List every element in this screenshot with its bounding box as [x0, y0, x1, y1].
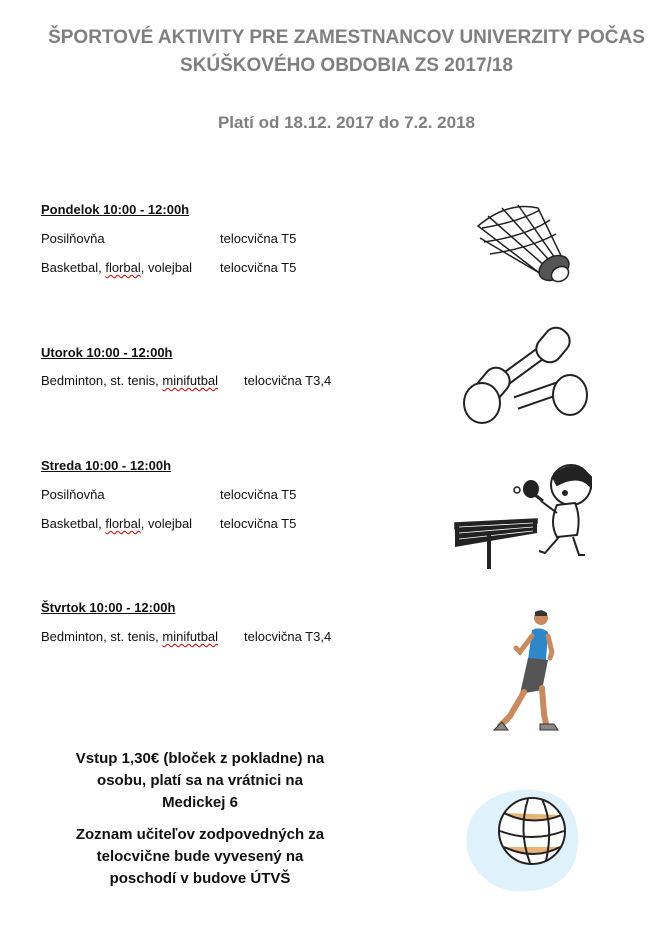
validity-period: Platí od 18.12. 2017 do 7.2. 2018 — [217, 113, 476, 132]
volleyball-icon — [458, 785, 580, 895]
runner-icon — [492, 608, 566, 744]
table-tennis-player-icon — [453, 463, 593, 573]
page-title-line2: SKÚŠKOVÉHO OBDOBIA ZS 2017/18 — [180, 55, 513, 76]
dumbbells-icon — [460, 323, 590, 426]
day-heading-monday: Pondelok 10:00 - 12:00h — [41, 202, 190, 217]
place-wednesday-1: telocvična T5 — [220, 487, 297, 502]
place-tuesday-1: telocvična T3,4 — [244, 373, 332, 388]
place-monday-1: telocvična T5 — [220, 231, 297, 246]
entry-fee-note: Vstup 1,30€ (bloček z pokladne) na osobu, platí sa na vrátnici na Medickej 6 — [75, 750, 325, 811]
place-wednesday-2: telocvična T5 — [220, 516, 297, 531]
day-heading-tuesday: Utorok 10:00 - 12:00h — [41, 345, 173, 360]
activity-tuesday-1: Bedminton, st. tenis, minifutbal — [41, 373, 219, 388]
day-heading-wednesday: Streda 10:00 - 12:00h — [41, 458, 172, 473]
page-title-line1: ŠPORTOVÉ AKTIVITY PRE ZAMESTNANCOV UNIVERZITY POČAS — [48, 27, 645, 48]
activity-thursday-1: Bedminton, st. tenis, minifutbal — [41, 629, 219, 644]
place-monday-2: telocvična T5 — [220, 260, 297, 275]
activity-monday-1: Posilňovňa — [41, 231, 105, 246]
activity-wednesday-2: Basketbal, florbal, volejbal — [41, 516, 193, 531]
place-thursday-1: telocvična T3,4 — [244, 629, 332, 644]
teachers-list-note: Zoznam učiteľov zodpovedných za telocvične bude vyvesený na poschodí v budove ÚTVŠ — [75, 826, 325, 887]
activity-monday-2: Basketbal, florbal, volejbal — [41, 260, 193, 275]
shuttlecock-icon — [468, 196, 578, 288]
day-heading-thursday: Štvrtok 10:00 - 12:00h — [41, 600, 176, 615]
activity-wednesday-1: Posilňovňa — [41, 487, 105, 502]
